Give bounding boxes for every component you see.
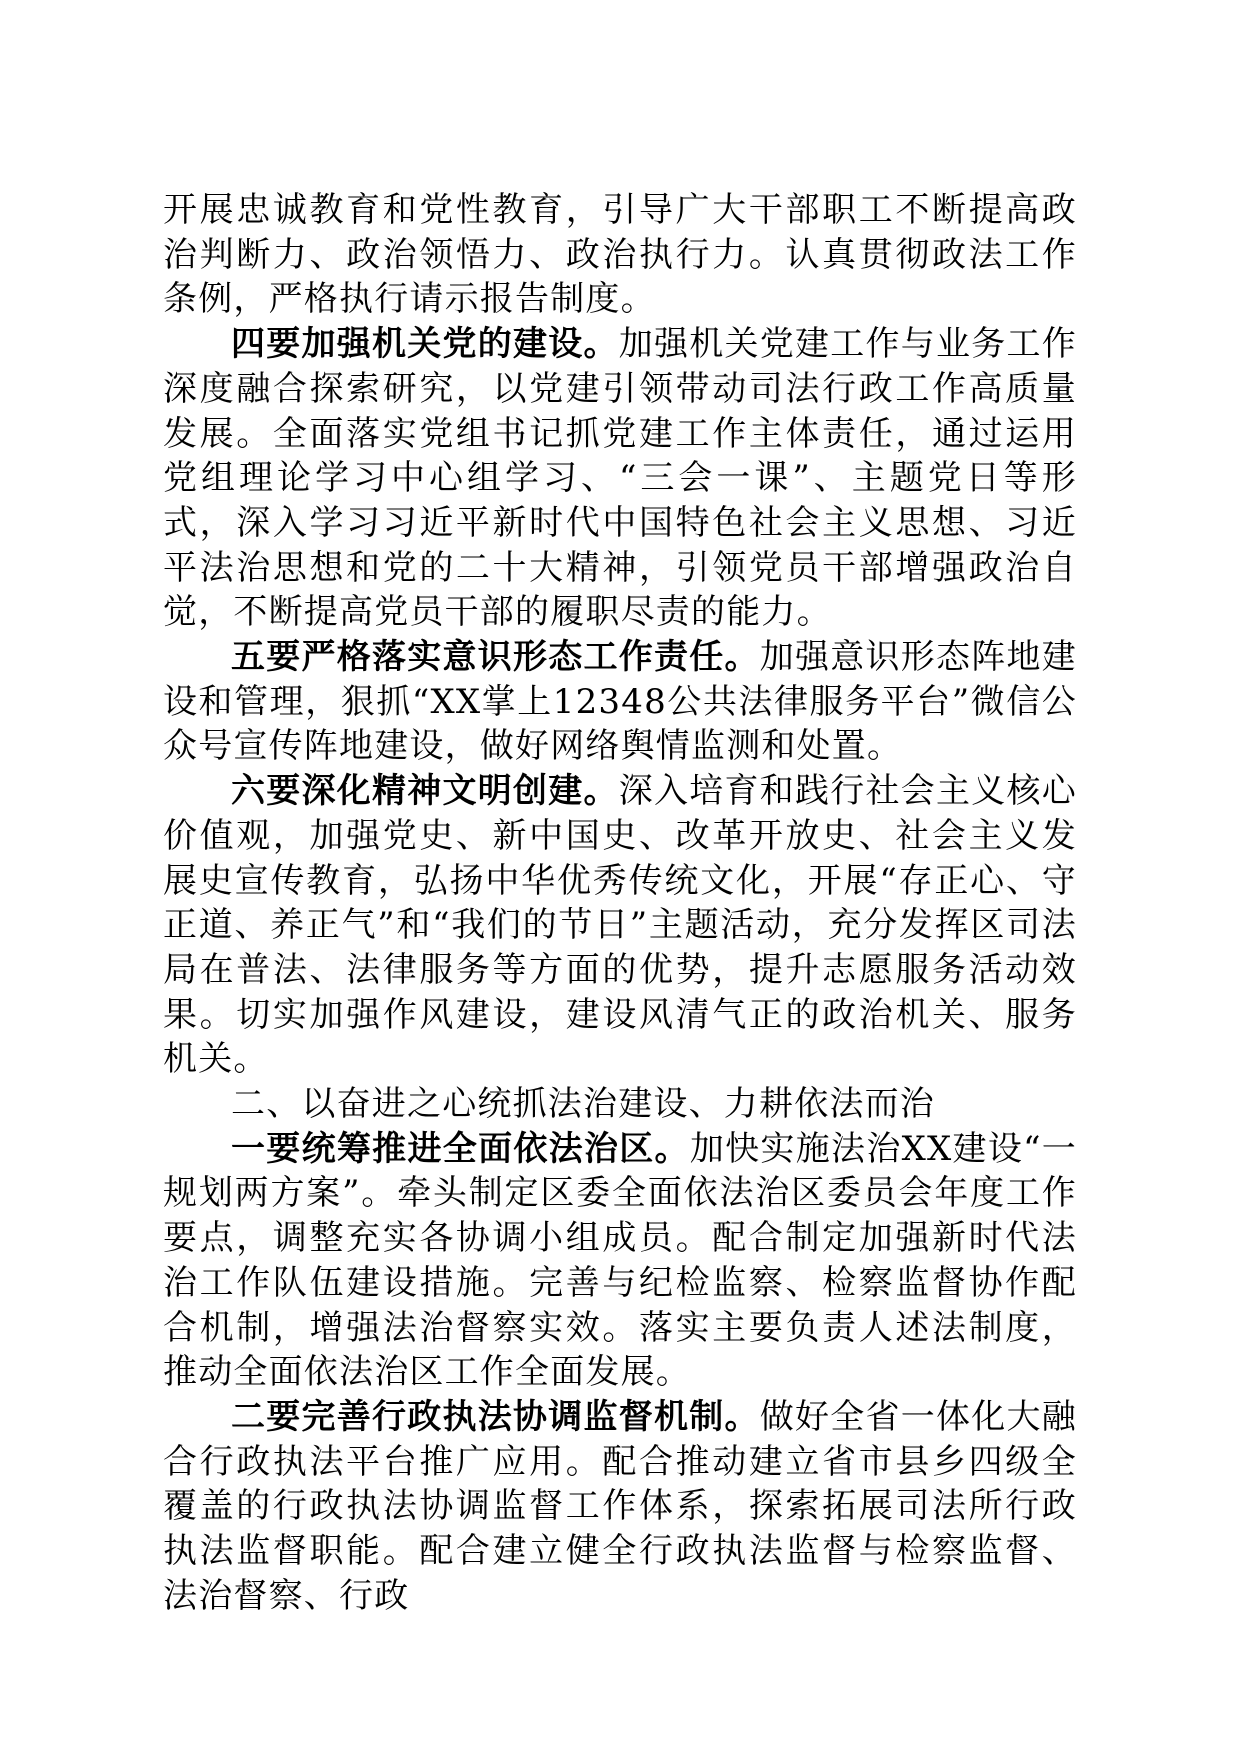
paragraph-rule-of-law (163, 1127, 1077, 1395)
paragraph-continuation (163, 188, 1077, 322)
section-heading: 二、以奋进之心统抓法治建设、力耕依法而治 (231, 1084, 935, 1125)
paragraph-lead: 二要完善行政执法协调监督机制。 (231, 1396, 760, 1437)
paragraph-enforcement (163, 1395, 1077, 1619)
paragraph-body: 深入培育和践行社会主义核心价值观，加强党史、新中国史、改革开放史、社会主义发展史宣传教育，弘扬中华优秀传统文化，开展“存正心、守正道、养正气”和“我们的节日”主题活动，充分发挥区司法局在普法、法律服务等方面的优势，提升志愿服务活动效果。切实加强作风建设，建设风清气正的政治机关、服务机关。 (163, 771, 1077, 1080)
paragraph-body: 加快实施法治XX建设“一规划两方案”。牵头制定区委全面依法治区委员会年度工作要点，调整充实各协调小组成员。配合制定加强新时代法治工作队伍建设措施。完善与纪检监察、检察监督协作配合机制，增强法治督察实效。落实主要负责人述法制度，推动全面依法治区工作全面发展。 (163, 1128, 1077, 1393)
paragraph-body: 加强机关党建工作与业务工作深度融合探索研究，以党建引领带动司法行政工作高质量发展。全面落实党组书记抓党建工作主体责任，通过运用党组理论学习中心组学习、“三会一课”、主题党日等形式，深入学习习近平新时代中国特色社会主义思想、习近平法治思想和党的二十大精神，引领党员干部增强政治自觉，不断提高党员干部的履职尽责的能力。 (163, 324, 1077, 633)
paragraph-body: 开展忠诚教育和党性教育，引导广大干部职工不断提高政治判断力、政治领悟力、政治执行力。认真贯彻政法工作条例，严格执行请示报告制度。 (163, 190, 1077, 320)
paragraph-lead: 五要严格落实意识形态工作责任。 (231, 637, 760, 678)
paragraph-lead: 六要深化精神文明创建。 (231, 771, 619, 812)
paragraph-civilization (163, 769, 1077, 1082)
paragraph-ideology (163, 635, 1077, 769)
paragraph-body: 加强意识形态阵地建设和管理，狠抓“XX掌上12348公共法律服务平台”微信公众号宣传阵地建设，做好网络舆情监测和处置。 (163, 637, 1077, 767)
document-page (163, 188, 1077, 1619)
paragraph-body: 做好全省一体化大融合行政执法平台推广应用。配合推动建立省市县乡四级全覆盖的行政执法协调监督工作体系，探索拓展司法所行政执法监督职能。配合建立健全行政执法监督与检察监督、法治督察、行政 (163, 1396, 1077, 1616)
paragraph-lead: 一要统筹推进全面依法治区。 (231, 1128, 690, 1169)
paragraph-party-building (163, 322, 1077, 635)
paragraph-lead: 四要加强机关党的建设。 (231, 324, 619, 365)
